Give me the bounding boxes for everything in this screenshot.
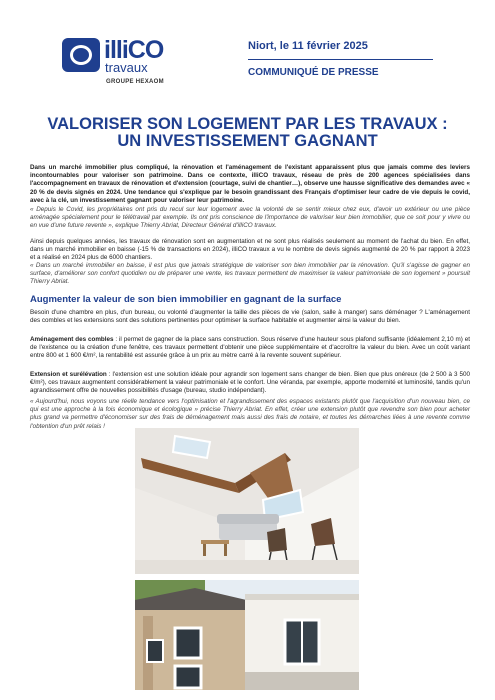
combles-text: : il permet de gagner de la place sans construction. Sous réserve d'une hauteur sous plafond suffisante (idéalement 2,10 m) et de l'existence ou la création d'une fenêtre, ces travaux permettent d'obtenir une pièce supplémentaire et d'accroître la valeur du bien. Avec un coût variant entre 800 et 1 600 €/m², la rentabilité est assurée grâce à un prix au mètre carré à la revente souvent supérieur. [30, 336, 470, 360]
combles-label: Aménagement des combles [30, 336, 114, 343]
paragraph-2: Ainsi depuis quelques années, les travaux de rénovation sont en augmentation et ne sont plus réalisés seulement au moment de l'achat du bien. En effet, dans un marché immobilier en baisse (-15 % de transactions en 2024), illiCO travaux a vu le nombre de devis signés augmenté de 20 % par rapport à 2023 et a réalisé en 2024 plus de 6000 chantiers. [30, 238, 470, 262]
attic-photo [135, 428, 359, 574]
title-line-1: VALORISER SON LOGEMENT PAR LES TRAVAUX : [47, 115, 448, 133]
extension-text: : l'extension est une solution idéale pour agrandir son logement sans changer de bien. Bien que plus onéreux (de 2 500 à 3 500 €/m²), ces travaux augmentent considérablement la valeur patrimoniale et le confort. Une véranda, par exemple, apporte modernité et luminosité, tandis qu'un agrandissement offre de nouvelles possibilités d'usage (bureau, studio indépendant). [30, 371, 470, 395]
quote-paragraph-1: « Depuis le Covid, les propriétaires ont pris du recul sur leur logement avec la volonté de se sentir mieux chez eux, d'avoir un extérieur ou une pièce aménagée spécialement pour le télétravail par exemple. Ils ont pris conscience de l'importance de valoriser leur bien immobilier, que ce soit pour y vivre ou en vue d'une future revente », explique Thierry Abriat, Directeur Général d'illiCO travaux. [30, 206, 470, 230]
logo-sub: travaux [105, 60, 148, 75]
illico-travaux-logo [62, 38, 182, 92]
paragraph-3: Besoin d'une chambre en plus, d'un bureau, ou volonté d'augmenter la taille des pièces de vie (salon, salle à manger) sans déménager ? L'aménagement des combles et les extensions sont des solutions pertinentes pour optimiser la surface habitable et augmenter ainsi la valeur du bien. [30, 309, 470, 325]
header-divider [248, 59, 433, 60]
quote-paragraph-3: « Aujourd'hui, nous voyons une réelle tendance vers l'optimisation et l'agrandissement des espaces existants plutôt que l'acquisition d'un nouveau bien, ce qui est une approche à la fois économique et écologique » précise Thierry Abriat. En effet, créer une extension plutôt que revendre son bien pour acheter plus grand va permettre d'économiser sur des frais de déménagement mais aussi des frais de notaire, et toutes les démarches liées à une revente comme l'obtention d'un prêt relais ! [30, 398, 470, 430]
title-line-2: UN INVESTISSEMENT GAGNANT [117, 132, 378, 150]
extension-label: Extension et surélévation [30, 371, 107, 378]
extension-photo [135, 580, 359, 690]
press-date: Niort, le 11 février 2025 [248, 40, 368, 52]
quote-paragraph-2: « Dans un marché immobilier en baisse, il est plus que jamais stratégique de valoriser son bien immobilier par la rénovation. Qu'il s'agisse de gagner en surface, d'améliorer son confort quotidien ou de préparer une vente, les travaux permettent de maximiser la valeur patrimoniale de son logement » poursuit Thierry Abriat. [30, 262, 470, 286]
section-heading: Augmenter la valeur de son bien immobilier en gagnant de la surface [30, 294, 342, 305]
logo-brand: illiCO [104, 36, 164, 64]
logo-group: GROUPE HEXAOM [106, 79, 164, 85]
page-title [20, 116, 475, 150]
combles-paragraph [30, 336, 470, 361]
logo-mark-icon [62, 38, 100, 72]
extension-paragraph [30, 371, 470, 396]
press-release-label: COMMUNIQUÉ DE PRESSE [248, 67, 379, 78]
intro-paragraph: Dans un marché immobilier plus compliqué, la rénovation et l'aménagement de l'existant apparaissent plus que jamais comme des leviers incontournables pour valoriser son patrimoine. Dans ce contexte, illiCO travaux, réseau de près de 200 agences spécialisées dans l'accompagnement en travaux de rénovation et d'extension (courtage, suivi de chantier…), observe une hausse significative des demandes avec « 20 % de devis signés en 2024. Une tendance qui s'explique par le besoin grandissant des Français d'optimiser leur cadre de vie depuis le covid, avec à la clé, un investissement gagnant pour valoriser leur patrimoine. [30, 164, 470, 204]
